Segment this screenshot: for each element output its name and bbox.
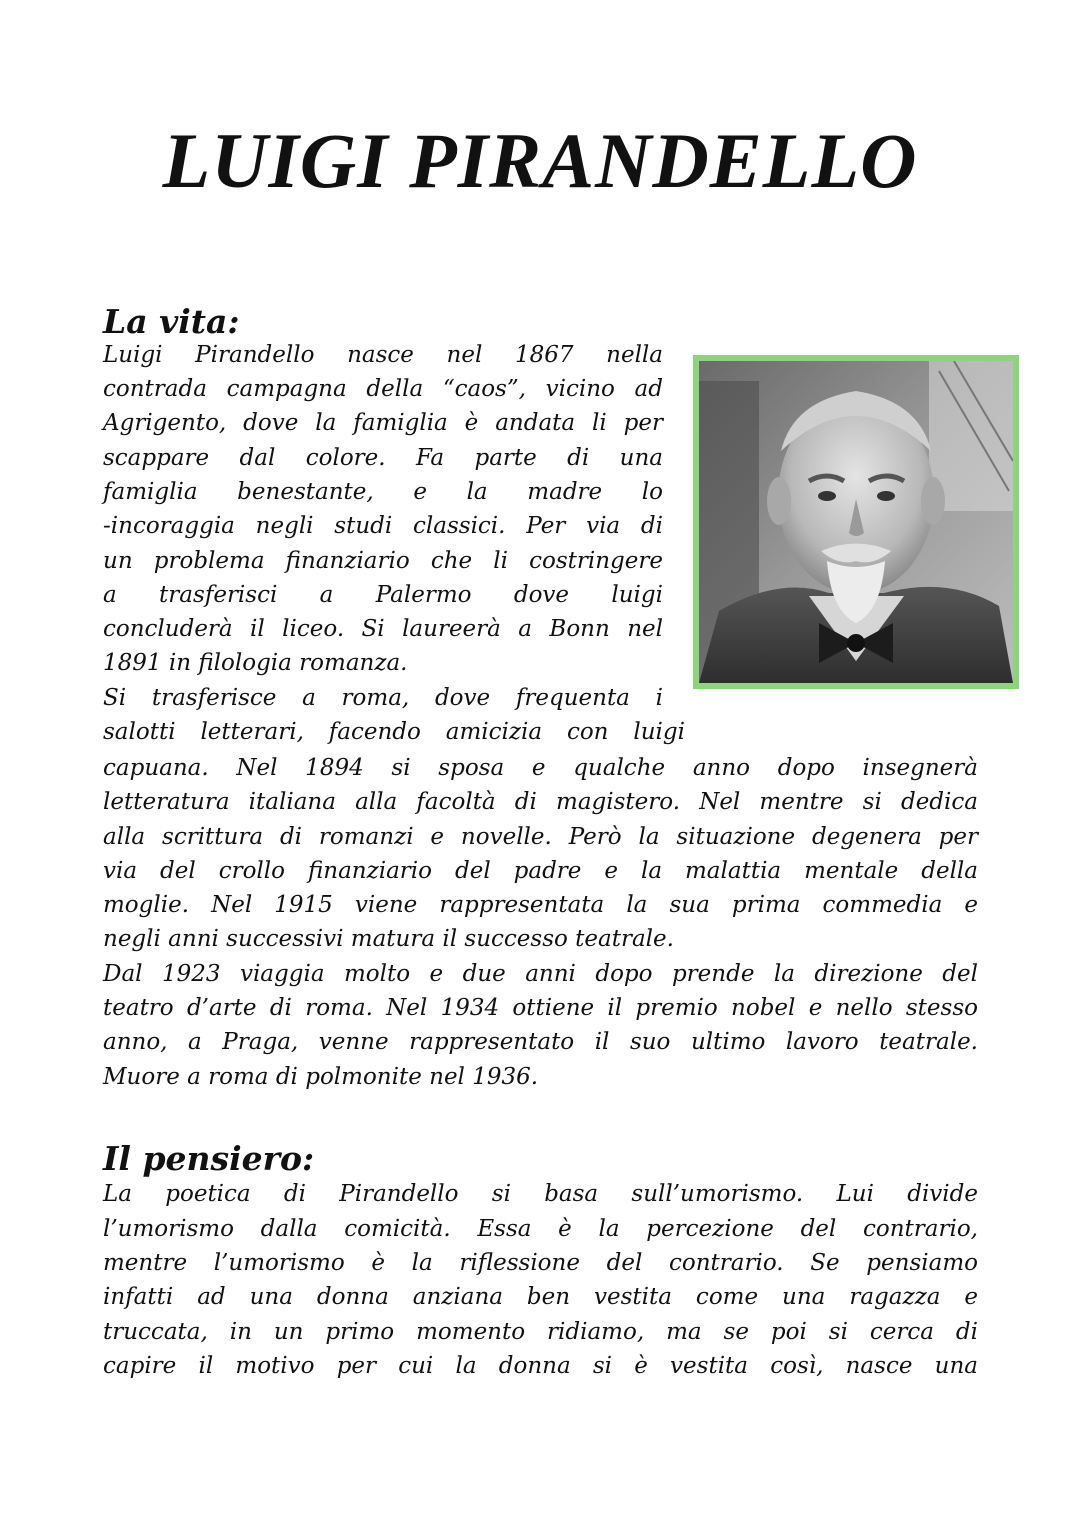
text-line: capuana. Nel 1894 si sposa e qualche anno dopo insegnerà (103, 755, 978, 781)
text-line: truccata, in un primo momento ridiamo, ma se poi si cerca di (103, 1319, 978, 1345)
text-line: anno, a Praga, venne rappresentato il suo ultimo lavoro teatrale. (103, 1029, 978, 1055)
text-line: -incoraggia negli studi classici. Per via di (103, 513, 663, 539)
text-line: letteratura italiana alla facoltà di magistero. Nel mentre si dedica (103, 789, 978, 815)
text-line: scappare dal colore. Fa parte di una (103, 445, 663, 471)
section-heading-pensiero: Il pensiero: (103, 1139, 315, 1178)
text-line: Dal 1923 viaggia molto e due anni dopo prende la direzione del (103, 961, 978, 987)
text-line: Si trasferisce a roma, dove frequenta i (103, 685, 663, 711)
text-line: via del crollo finanziario del padre e la malattia mentale della (103, 858, 978, 884)
text-line: a trasferisci a Palermo dove luigi (103, 582, 663, 608)
section-heading-vita: La vita: (103, 302, 240, 341)
text-line: un problema finanziario che li costringere (103, 548, 663, 574)
text-line: teatro d’arte di roma. Nel 1934 ottiene il premio nobel e nello stesso (103, 995, 978, 1021)
text-line: infatti ad una donna anziana ben vestita come una ragazza e (103, 1284, 978, 1310)
portrait-photo (699, 361, 1013, 683)
text-line: salotti letterari, facendo amicizia con luigi (103, 719, 685, 745)
text-line: Agrigento, dove la famiglia è andata li per (103, 410, 663, 436)
text-line: contrada campagna della “caos”, vicino ad (103, 376, 663, 402)
text-line: negli anni successivi matura il successo teatrale. (103, 926, 674, 952)
text-line: l’umorismo dalla comicità. Essa è la percezione del contrario, (103, 1216, 978, 1242)
text-line: capire il motivo per cui la donna si è vestita così, nasce una (103, 1353, 978, 1379)
text-line: La poetica di Pirandello si basa sull’umorismo. Lui divide (103, 1181, 978, 1207)
portrait-frame (693, 355, 1019, 689)
page-title: LUIGI PIRANDELLO (162, 117, 918, 204)
text-line: mentre l’umorismo è la riflessione del contrario. Se pensiamo (103, 1250, 978, 1276)
text-line: Luigi Pirandello nasce nel 1867 nella (103, 342, 663, 368)
text-line: alla scrittura di romanzi e novelle. Però la situazione degenera per (103, 824, 978, 850)
text-line: 1891 in filologia romanza. (103, 650, 408, 676)
text-line: concluderà il liceo. Si laureerà a Bonn nel (103, 616, 663, 642)
text-line: famiglia benestante, e la madre lo (103, 479, 663, 505)
text-line: Muore a roma di polmonite nel 1936. (103, 1064, 539, 1090)
text-line: moglie. Nel 1915 viene rappresentata la sua prima commedia e (103, 892, 978, 918)
